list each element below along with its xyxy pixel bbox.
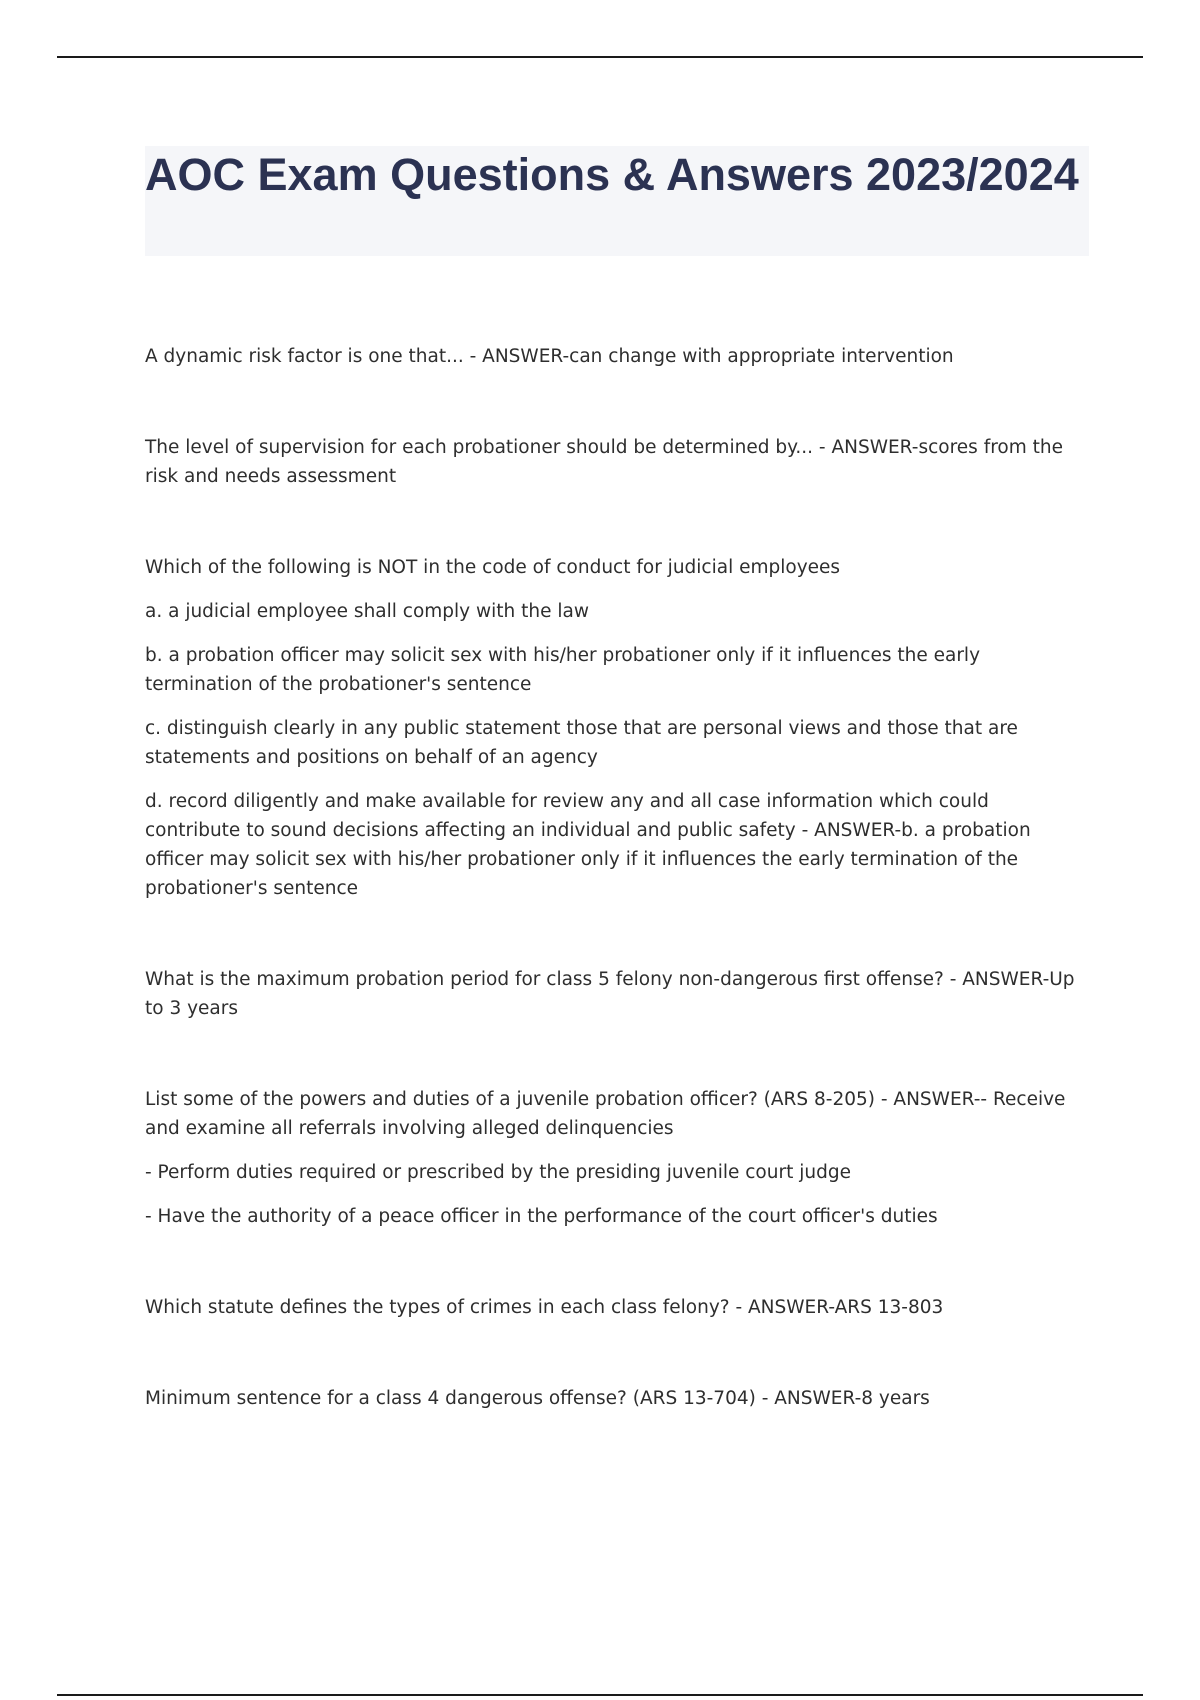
qa-entry bbox=[145, 1384, 1090, 1413]
qa-entry bbox=[145, 965, 1090, 1023]
qa-paragraph: a. a judicial employee shall comply with the law bbox=[145, 601, 589, 622]
page-title: AOC Exam Questions & Answers 2023/2024 bbox=[145, 149, 1079, 200]
qa-paragraph: b. a probation officer may solicit sex with his/her probationer only if it influences the early termination of the probationer's sentence bbox=[145, 645, 981, 695]
qa-question: A dynamic risk factor is one that... - ANSWER-can change with appropriate intervention bbox=[145, 346, 954, 367]
title-banner bbox=[145, 146, 1089, 256]
qa-entry bbox=[145, 1085, 1090, 1231]
qa-question: List some of the powers and duties of a juvenile probation officer? (ARS 8-205) - ANSWER-- Receive and examine all referrals involving alleged delinquencies bbox=[145, 1089, 1066, 1139]
header-rule bbox=[57, 56, 1143, 58]
qa-entry bbox=[145, 1293, 1090, 1322]
qa-list bbox=[145, 342, 1090, 1475]
qa-paragraph: - Have the authority of a peace officer in the performance of the court officer's duties bbox=[145, 1206, 938, 1227]
qa-entry bbox=[145, 342, 1090, 371]
qa-paragraph: d. record diligently and make available for review any and all case information which could contribute to sound decisions affecting an individual and public safety - ANSWER-b. a probation officer may solicit sex with his/her probationer only if it influences the early termination of the probationer's sentence bbox=[145, 791, 1031, 899]
qa-paragraph: c. distinguish clearly in any public statement those that are personal views and those that are statements and positions on behalf of an agency bbox=[145, 718, 1018, 768]
qa-paragraph: - Perform duties required or prescribed by the presiding juvenile court judge bbox=[145, 1162, 851, 1183]
qa-entry bbox=[145, 553, 1090, 903]
footer-rule bbox=[57, 1694, 1143, 1696]
qa-question: Minimum sentence for a class 4 dangerous offense? (ARS 13-704) - ANSWER-8 years bbox=[145, 1388, 930, 1409]
qa-question: Which statute defines the types of crimes in each class felony? - ANSWER-ARS 13-803 bbox=[145, 1297, 944, 1318]
qa-question: What is the maximum probation period for class 5 felony non-dangerous first offense? - ANSWER-Up to 3 years bbox=[145, 969, 1075, 1019]
qa-question: Which of the following is NOT in the code of conduct for judicial employees bbox=[145, 557, 841, 578]
qa-entry bbox=[145, 433, 1090, 491]
qa-question: The level of supervision for each probationer should be determined by... - ANSWER-scores from the risk and needs assessment bbox=[145, 437, 1063, 487]
